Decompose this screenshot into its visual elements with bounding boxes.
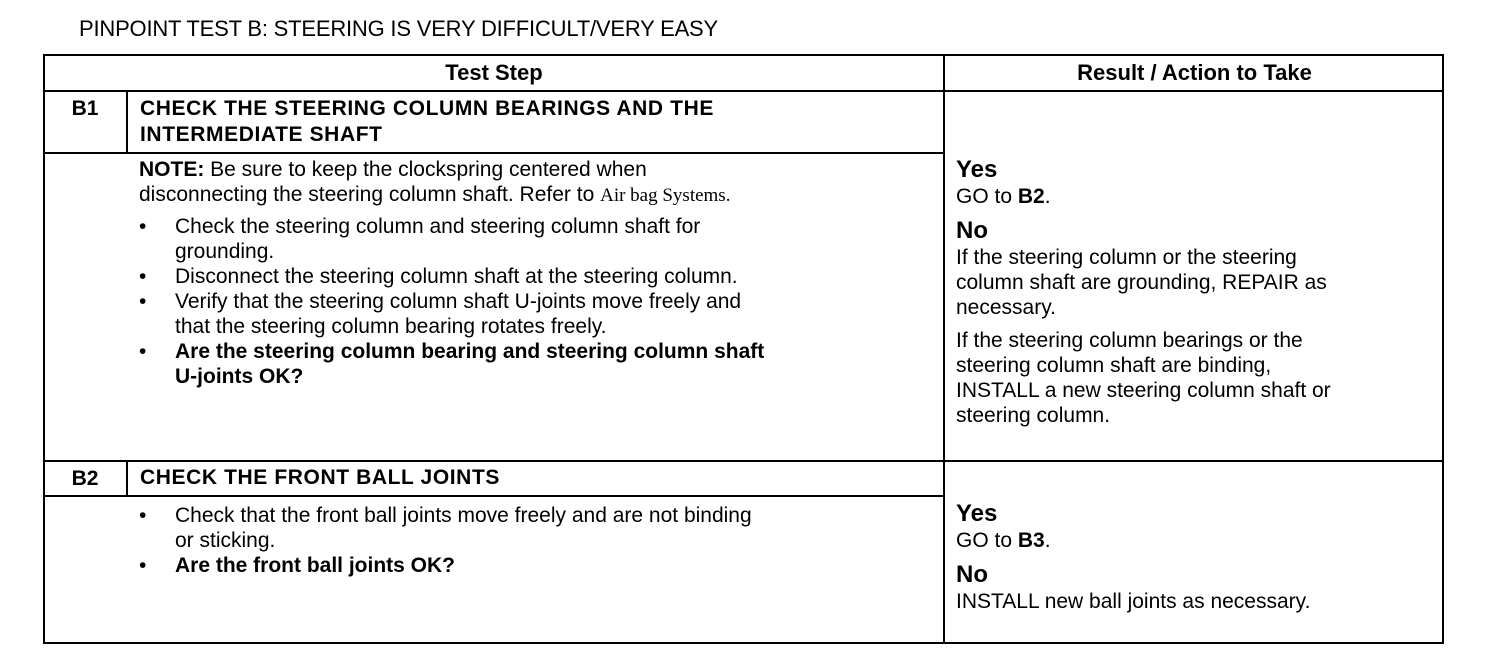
step-bullets — [139, 214, 764, 389]
b1-row-divider — [43, 460, 1444, 462]
bullet-icon: • — [139, 290, 147, 313]
no-label: No — [956, 561, 988, 588]
step-title-b2 — [140, 465, 500, 491]
yes-action: GO to B3. — [956, 529, 1051, 552]
bullet-item: • Check that the front ball joints move freely and are not binding or sticking. — [139, 504, 752, 552]
no-label: No — [956, 217, 988, 244]
page-title: PINPOINT TEST B: STEERING IS VERY DIFFICULT/VERY EASY — [79, 16, 718, 41]
header-divider — [43, 90, 1444, 92]
step-body-b1 — [139, 157, 764, 389]
goto-step-link[interactable]: B3 — [1017, 529, 1045, 552]
b2-id-divider — [126, 460, 128, 496]
bullet-item: • Check the steering column and steering column shaft for grounding. — [139, 215, 701, 263]
bullet-icon: • — [139, 215, 147, 238]
note-label: NOTE: — [139, 158, 205, 181]
header-result-action: Result / Action to Take — [1077, 60, 1312, 85]
no-action: If the steering column bearings or the steering column shaft are binding, INSTALL a new steering column shaft or steering column. — [956, 329, 1331, 427]
bullet-question: • Are the front ball joints OK? — [139, 554, 456, 577]
yes-action: GO to B2. — [956, 185, 1051, 208]
column-divider — [943, 54, 945, 644]
b2-title-divider — [43, 495, 945, 497]
yes-label: Yes — [956, 500, 998, 527]
note-text: disconnecting the steering column shaft. Refer to — [139, 183, 601, 206]
note-text: Be sure to keep the clockspring centered when — [204, 158, 647, 181]
step-title-line: CHECK THE FRONT BALL JOINTS — [140, 466, 500, 489]
step-body-b2 — [139, 503, 752, 578]
bullet-icon: • — [139, 265, 147, 288]
b1-title-divider — [43, 152, 945, 154]
bullet-icon: • — [139, 340, 147, 363]
step-title-line: INTERMEDIATE SHAFT — [140, 123, 383, 146]
no-action: INSTALL new ball joints as necessary. — [956, 590, 1311, 613]
header-test-step: Test Step — [445, 60, 543, 85]
bullet-item: • Disconnect the steering column shaft at the steering column. — [139, 265, 738, 288]
step-bullets — [139, 503, 752, 578]
bullet-icon: • — [139, 554, 147, 577]
note-reference-link[interactable]: Air bag Systems. — [600, 185, 731, 206]
step-title-line: CHECK THE STEERING COLUMN BEARINGS AND THE — [140, 97, 714, 120]
step-id-b2: B2 — [71, 467, 99, 490]
goto-step-link[interactable]: B2 — [1017, 185, 1045, 208]
bullet-question: • Are the steering column bearing and steering column shaft U-joints OK? — [139, 340, 765, 388]
result-b1 — [956, 156, 1331, 428]
yes-label: Yes — [956, 156, 998, 183]
bullet-item: • Verify that the steering column shaft U-joints move freely and that the steering column bearing rotates freely. — [139, 290, 742, 338]
no-action: If the steering column or the steering column shaft are grounding, REPAIR as necessary. — [956, 246, 1327, 319]
result-b2 — [956, 500, 1310, 614]
step-id-b1: B1 — [71, 97, 99, 120]
note — [139, 157, 764, 208]
b1-id-divider — [126, 90, 128, 152]
bullet-icon: • — [139, 504, 147, 527]
step-title-b1 — [140, 96, 714, 148]
